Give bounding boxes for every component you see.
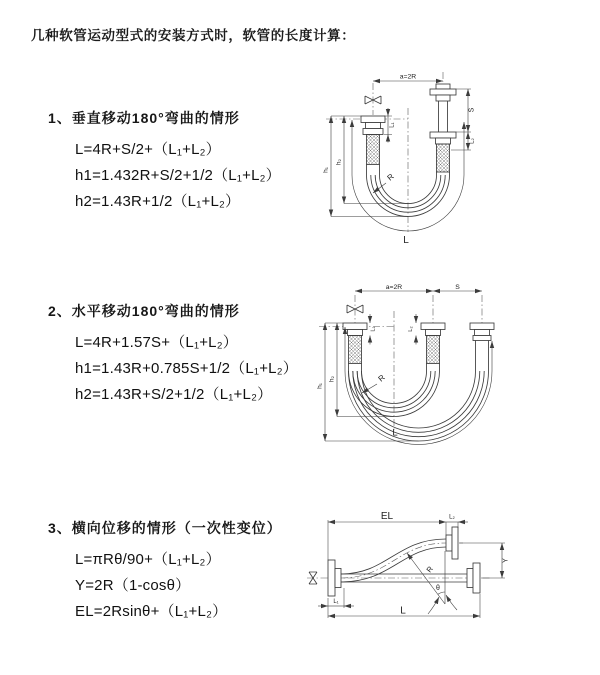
centerlines: [316, 295, 482, 431]
angle-construction: [407, 551, 457, 614]
dim-l1: [318, 588, 354, 608]
formula-h2: h2=1.43R+S/2+1/2（L₁+L₂）: [75, 386, 273, 403]
upper-right-flange: [446, 527, 458, 559]
section-2-heading: 2、水平移动180°弯曲的情形: [48, 303, 240, 319]
dim-label-a2r: a=2R: [385, 283, 403, 291]
radius-callout: [362, 373, 387, 393]
section-2-formulas: [75, 330, 298, 408]
formula-y: Y=2R（1-cosθ）: [75, 577, 191, 594]
dim-label-theta: θ: [436, 585, 440, 592]
dim-label-r: R: [376, 372, 387, 384]
formula-h2: h2=1.43R+1/2（L₁+L₂）: [75, 193, 241, 210]
dim-label-l1: L₁: [389, 122, 396, 128]
dim-label-r: R: [385, 171, 396, 183]
dim-hose-length: [345, 327, 492, 444]
section-1-heading: 1、垂直移动180°弯曲的情形: [48, 110, 240, 126]
page-title: 几种软管运动型式的安装方式时，软管的长度计算：: [31, 28, 356, 43]
left-flange: [328, 560, 341, 596]
formula-h1: h1=1.432R+S/2+1/2（L₁+L₂）: [75, 167, 281, 184]
dim-label-el: EL: [380, 511, 394, 522]
middle-pipe-fitting: [421, 323, 445, 371]
formula-el: EL=2Rsinθ+（L₁+L₂）: [75, 603, 228, 620]
dim-l1: [370, 314, 377, 345]
diagram-horizontal-180-bend: [313, 283, 518, 455]
lower-right-flange: [467, 563, 480, 593]
right-pipe-fitting: [470, 323, 494, 371]
formula-length: L=πRθ/90+（L₁+L₂）: [75, 551, 221, 568]
right-pipe-fitting: [430, 84, 456, 175]
dim-label-h2: h₂: [335, 158, 343, 166]
dim-label-s: S: [468, 107, 476, 113]
dim-label-l: L: [392, 427, 398, 439]
dim-label-h2: h₂: [328, 375, 336, 383]
dim-label-a2r: a=2R: [399, 73, 417, 81]
dim-label-h1: h₁: [316, 383, 324, 389]
section-3-formulas: [75, 547, 282, 625]
section-lateral-displacement: [48, 518, 282, 625]
formula-length: L=4R+S/2+（L₁+L₂）: [75, 141, 221, 158]
dim-s: [456, 89, 476, 132]
formula-h1: h1=1.43R+0.785S+1/2（L₁+L₂）: [75, 360, 298, 377]
dim-el: [328, 511, 446, 560]
dim-label-h1: h₁: [322, 167, 330, 173]
dim-s: [433, 284, 482, 291]
dim-l2: [408, 314, 416, 345]
formula-length: L=4R+1.57S+（L₁+L₂）: [75, 334, 238, 351]
left-pipe-fitting: [361, 116, 385, 175]
dim-label-l2: L₂: [408, 326, 414, 332]
left-pipe-fitting: [343, 323, 367, 371]
hose-u-bend-position2: [349, 371, 489, 441]
dim-a2r: [373, 74, 443, 82]
dim-label-y: Y: [502, 558, 510, 563]
dim-label-l2: L₂: [469, 138, 476, 144]
section-3-heading: 3、横向位移的情形（一次性变位）: [48, 520, 282, 536]
section-horizontal-bend: [48, 301, 298, 408]
section-1-formulas: [75, 137, 281, 215]
dim-label-s: S: [455, 283, 460, 291]
dim-label-r: R: [424, 564, 435, 575]
diagram-vertical-180-bend: [318, 70, 496, 256]
dim-label-l2: L₂: [449, 514, 455, 521]
dim-label-l: L: [403, 235, 409, 246]
diagram-lateral-displacement: [297, 502, 519, 634]
dim-label-l1: L₁: [370, 326, 377, 332]
dim-l2: [446, 515, 468, 529]
dim-label-l: L: [400, 605, 406, 617]
radius-callout: [373, 172, 396, 193]
dim-label-l1: L₁: [333, 599, 339, 605]
section-vertical-bend: [48, 108, 281, 215]
dim-l1: [384, 108, 396, 143]
dim-a2r: [355, 284, 433, 291]
